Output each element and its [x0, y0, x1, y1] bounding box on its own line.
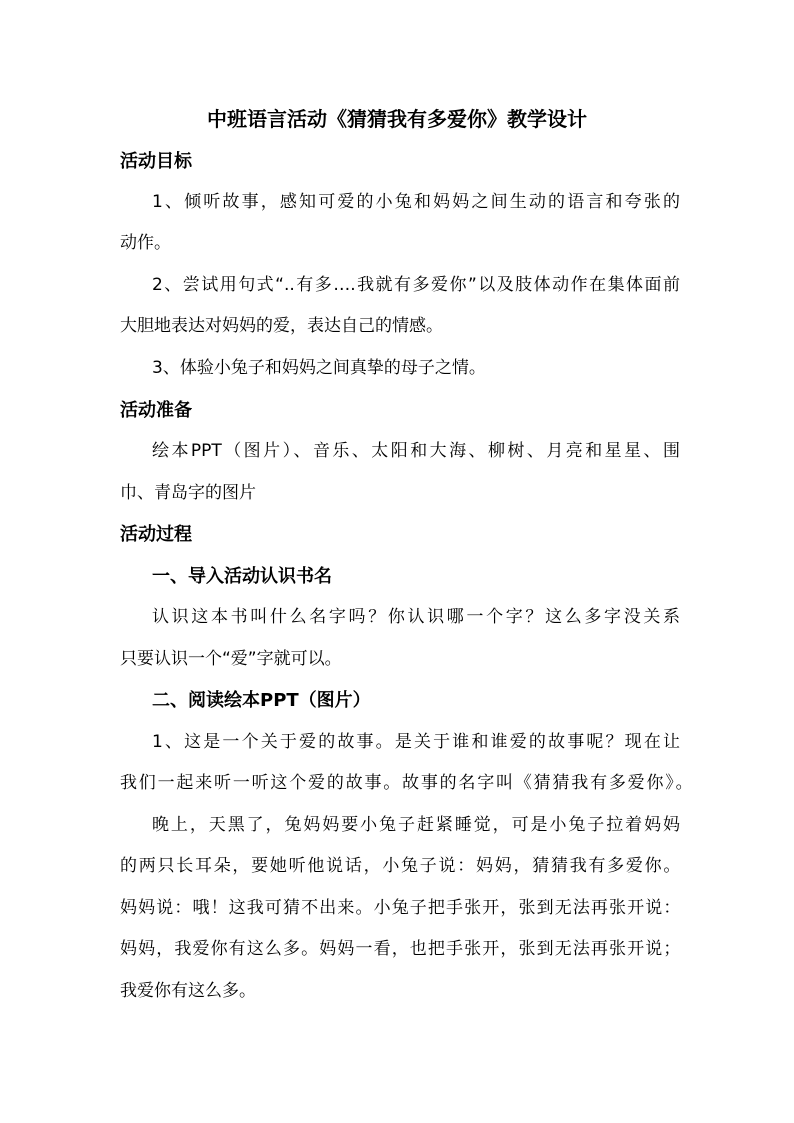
step-2-heading: 二、阅读绘本PPT（图片）	[152, 690, 371, 711]
goal-item-2-line-2: 大胆地表达对妈妈的爱，表达自己的情感。	[120, 316, 443, 336]
prep-line-1: 绘本PPT（图片）、音乐、太阳和大海、柳树、月亮和星星、围	[152, 441, 680, 461]
step-2-p1-line-1: 1、这是一个关于爱的故事。是关于谁和谁爱的故事呢？现在让	[152, 732, 680, 752]
goal-item-3-line-1: 3、体验小兔子和妈妈之间真挚的母子之情。	[152, 358, 486, 378]
step-1-heading: 一、导入活动认识书名	[152, 566, 332, 587]
document-title: 中班语言活动《猜猜我有多爱你》教学设计	[207, 107, 587, 131]
step-2-p2-line-1: 晚上，天黑了，兔妈妈要小兔子赶紧睡觉，可是小兔子拉着妈妈	[152, 815, 680, 835]
section-heading-process: 活动过程	[120, 524, 192, 545]
step-1-line-2: 只要认识一个“爱”字就可以。	[120, 649, 342, 669]
step-1-line-1: 认识这本书叫什么名字吗？你认识哪一个字？这么多字没关系	[152, 607, 680, 627]
step-2-p1-line-2: 我们一起来听一听这个爱的故事。故事的名字叫《猜猜我有多爱你》。	[120, 773, 692, 793]
step-2-p2-line-4: 妈妈，我爱你有这么多。妈妈一看，也把手张开，张到无法再张开说；	[120, 939, 680, 959]
step-2-p2-line-3: 妈妈说：哦！这我可猜不出来。小兔子把手张开，张到无法再张开说：	[120, 898, 680, 918]
section-heading-prep: 活动准备	[120, 400, 192, 421]
step-2-p2-line-5: 我爱你有这么多。	[120, 981, 256, 1001]
section-heading-goals: 活动目标	[120, 151, 192, 172]
step-2-p2-line-2: 的两只长耳朵，要她听他说话，小兔子说：妈妈，猜猜我有多爱你。	[120, 856, 680, 876]
goal-item-2-line-1: 2、尝试用句式“..有多….我就有多爱你”以及肢体动作在集体面前	[152, 275, 680, 295]
prep-line-2: 巾、青岛字的图片	[120, 483, 256, 503]
goal-item-1-line-2: 动作。	[120, 233, 171, 253]
goal-item-1-line-1: 1、倾听故事，感知可爱的小兔和妈妈之间生动的语言和夸张的	[152, 192, 680, 212]
